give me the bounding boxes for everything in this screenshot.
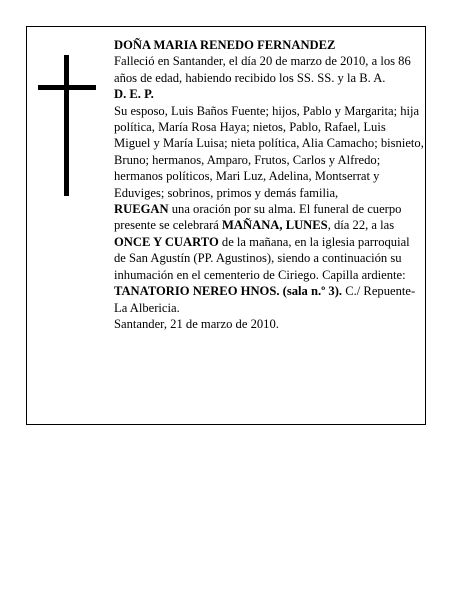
deceased-name: DOÑA MARIA RENEDO FERNANDEZ (114, 38, 336, 52)
funeral-chapel: TANATORIO NEREO HNOS. (sala n.º 3). (114, 284, 343, 299)
obituary-text (114, 37, 424, 332)
dep-line: D. E. P. (114, 87, 154, 102)
death-statement: Falleció en Santander, el día 20 de marzo de 2010, a los 86 años de edad, habiendo recibido los SS. SS. y la B. A. (114, 54, 411, 85)
ruegan-word: RUEGAN (114, 202, 169, 217)
family-list: Su esposo, Luis Baños Fuente; hijos, Pablo y Margarita; hija política, María Rosa Haya; nietos, Pablo, Rafael, Luis Miguel y María Luisa; nieta política, Alia Camacho; bisnieto, Bruno; hermanos, Amparo, Frutos, Carlos y Alfredo; hermanos políticos, Mari Luz, Adelina, Montserrat y Eduviges; sobrinos, primos y demás familia, (114, 103, 424, 200)
cross-horizontal-bar (38, 85, 96, 90)
request-text-2: , día 22, a las (327, 218, 395, 233)
request-text-4: C./ Repuente-La Albericia. (114, 284, 416, 315)
cross-vertical-bar (64, 55, 69, 196)
request-text-3: de la mañana, en la iglesia parroquial de San Agustín (PP. Agustinos), siendo a continuación su inhumación en el cementerio de Ciriego. Capilla ardiente: (114, 234, 410, 282)
funeral-time: ONCE Y CUARTO (114, 234, 219, 249)
request-text-1: una oración por su alma. El funeral de cuerpo presente se celebrará (114, 202, 402, 233)
funeral-request (114, 201, 424, 316)
place-date: Santander, 21 de marzo de 2010. (114, 316, 279, 331)
funeral-day: MAÑANA, LUNES (222, 218, 328, 233)
